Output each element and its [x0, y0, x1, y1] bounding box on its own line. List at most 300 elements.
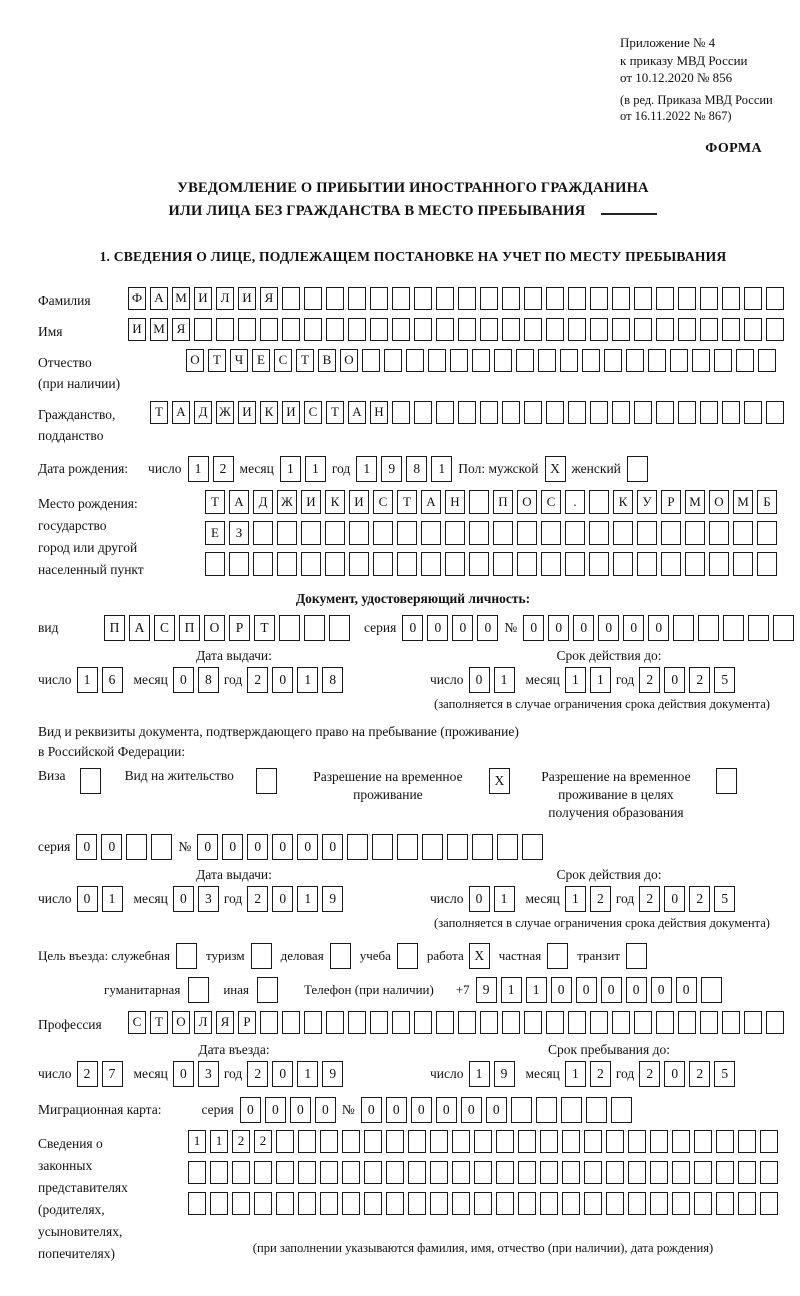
char-cell[interactable]: Л [216, 287, 234, 310]
char-cell[interactable] [370, 1011, 388, 1034]
char-cell[interactable]: 0 [322, 834, 343, 860]
char-cell[interactable]: И [301, 490, 321, 514]
char-cell[interactable]: 1 [188, 1130, 206, 1153]
char-cell[interactable]: И [128, 318, 146, 341]
char-cell[interactable] [650, 1192, 668, 1215]
char-cell[interactable] [430, 1161, 448, 1184]
char-cell[interactable] [590, 401, 608, 424]
char-cell[interactable] [541, 552, 561, 576]
char-cell[interactable] [325, 552, 345, 576]
char-cell[interactable]: 0 [548, 615, 569, 641]
char-cell[interactable] [698, 615, 719, 641]
char-cell[interactable] [634, 287, 652, 310]
char-cell[interactable] [744, 318, 762, 341]
char-cell[interactable] [546, 318, 564, 341]
char-cell[interactable]: О [186, 349, 204, 372]
char-cell[interactable]: 0 [272, 1061, 293, 1087]
char-cell[interactable]: 0 [173, 886, 194, 912]
char-cell[interactable]: А [229, 490, 249, 514]
char-cell[interactable] [661, 521, 681, 545]
char-cell[interactable] [496, 1130, 514, 1153]
char-cell[interactable] [414, 1011, 432, 1034]
char-cell[interactable] [678, 287, 696, 310]
char-cell[interactable] [421, 552, 441, 576]
char-cell[interactable] [474, 1192, 492, 1215]
char-cell[interactable]: С [274, 349, 292, 372]
char-cell[interactable]: 0 [402, 615, 423, 641]
char-cell[interactable]: З [229, 521, 249, 545]
char-cell[interactable] [723, 615, 744, 641]
char-cell[interactable]: 1 [565, 1061, 586, 1087]
char-cell[interactable] [326, 318, 344, 341]
char-cell[interactable] [612, 1011, 630, 1034]
char-cell[interactable] [397, 521, 417, 545]
char-cell[interactable] [364, 1192, 382, 1215]
char-cell[interactable] [458, 287, 476, 310]
char-cell[interactable] [392, 1011, 410, 1034]
char-cell[interactable] [672, 1161, 690, 1184]
char-cell[interactable] [685, 552, 705, 576]
char-cell[interactable] [406, 349, 424, 372]
char-cell[interactable]: 2 [247, 886, 268, 912]
char-cell[interactable] [678, 318, 696, 341]
char-cell[interactable] [604, 349, 622, 372]
char-cell[interactable] [480, 1011, 498, 1034]
char-cell[interactable] [493, 552, 513, 576]
char-cell[interactable]: 0 [436, 1097, 457, 1123]
char-cell[interactable] [229, 552, 249, 576]
char-cell[interactable] [628, 1161, 646, 1184]
char-cell[interactable] [373, 552, 393, 576]
char-cell[interactable]: С [154, 615, 175, 641]
char-cell[interactable]: 6 [102, 667, 123, 693]
char-cell[interactable] [372, 834, 393, 860]
char-cell[interactable] [194, 318, 212, 341]
char-cell[interactable]: 3 [198, 1061, 219, 1087]
char-cell[interactable] [370, 287, 388, 310]
char-cell[interactable] [634, 1011, 652, 1034]
char-cell[interactable] [760, 1130, 778, 1153]
char-cell[interactable] [685, 521, 705, 545]
char-cell[interactable]: 1 [565, 667, 586, 693]
char-cell[interactable] [672, 1192, 690, 1215]
char-cell[interactable]: 1 [526, 977, 547, 1003]
char-cell[interactable] [766, 318, 784, 341]
char-cell[interactable]: 0 [315, 1097, 336, 1123]
char-cell[interactable] [694, 1192, 712, 1215]
char-cell[interactable] [518, 1192, 536, 1215]
char-cell[interactable]: А [348, 401, 366, 424]
char-cell[interactable] [392, 318, 410, 341]
char-cell[interactable]: 0 [598, 615, 619, 641]
char-cell[interactable] [757, 552, 777, 576]
char-cell[interactable] [766, 287, 784, 310]
char-cell[interactable] [511, 1097, 532, 1123]
char-cell[interactable]: 0 [461, 1097, 482, 1123]
char-cell[interactable] [414, 287, 432, 310]
char-cell[interactable] [562, 1130, 580, 1153]
char-cell[interactable]: 0 [386, 1097, 407, 1123]
char-cell[interactable] [650, 1161, 668, 1184]
char-cell[interactable] [736, 349, 754, 372]
char-cell[interactable]: Н [445, 490, 465, 514]
char-cell[interactable]: 0 [427, 615, 448, 641]
char-cell[interactable]: А [129, 615, 150, 641]
char-cell[interactable]: Я [260, 287, 278, 310]
char-cell[interactable]: 1 [469, 1061, 490, 1087]
char-cell[interactable]: 2 [247, 667, 268, 693]
char-cell[interactable]: 5 [714, 667, 735, 693]
char-cell[interactable] [342, 1192, 360, 1215]
char-cell[interactable] [253, 552, 273, 576]
char-cell[interactable] [452, 1192, 470, 1215]
char-cell[interactable] [589, 521, 609, 545]
char-cell[interactable] [589, 490, 609, 514]
char-cell[interactable]: 0 [469, 667, 490, 693]
char-cell[interactable] [612, 318, 630, 341]
char-cell[interactable] [656, 287, 674, 310]
char-cell[interactable] [757, 521, 777, 545]
char-cell[interactable]: Я [216, 1011, 234, 1034]
char-cell[interactable]: 9 [322, 1061, 343, 1087]
char-cell[interactable]: 0 [477, 615, 498, 641]
char-cell[interactable] [722, 401, 740, 424]
char-cell[interactable] [276, 1130, 294, 1153]
char-cell[interactable]: Р [238, 1011, 256, 1034]
char-cell[interactable]: 0 [576, 977, 597, 1003]
purpose-official-checkbox[interactable] [176, 943, 197, 969]
char-cell[interactable] [364, 1161, 382, 1184]
char-cell[interactable]: 0 [523, 615, 544, 641]
char-cell[interactable] [301, 552, 321, 576]
char-cell[interactable]: 7 [102, 1061, 123, 1087]
char-cell[interactable] [326, 1011, 344, 1034]
char-cell[interactable]: А [421, 490, 441, 514]
char-cell[interactable] [613, 521, 633, 545]
char-cell[interactable] [320, 1130, 338, 1153]
char-cell[interactable]: 0 [623, 615, 644, 641]
char-cell[interactable] [766, 1011, 784, 1034]
char-cell[interactable]: 2 [247, 1061, 268, 1087]
char-cell[interactable]: И [349, 490, 369, 514]
char-cell[interactable]: 0 [664, 886, 685, 912]
char-cell[interactable]: 0 [648, 615, 669, 641]
char-cell[interactable] [326, 287, 344, 310]
char-cell[interactable] [524, 401, 542, 424]
char-cell[interactable]: 0 [651, 977, 672, 1003]
char-cell[interactable] [716, 1192, 734, 1215]
char-cell[interactable] [392, 287, 410, 310]
char-cell[interactable] [436, 1011, 454, 1034]
char-cell[interactable] [661, 552, 681, 576]
char-cell[interactable]: 0 [77, 886, 98, 912]
char-cell[interactable] [673, 615, 694, 641]
char-cell[interactable] [722, 287, 740, 310]
char-cell[interactable]: 2 [213, 456, 234, 482]
char-cell[interactable] [650, 1130, 668, 1153]
char-cell[interactable]: 8 [322, 667, 343, 693]
purpose-work-checkbox[interactable]: X [469, 943, 490, 969]
char-cell[interactable] [524, 318, 542, 341]
char-cell[interactable]: 3 [198, 886, 219, 912]
char-cell[interactable] [692, 349, 710, 372]
char-cell[interactable]: 1 [494, 667, 515, 693]
char-cell[interactable] [536, 1097, 557, 1123]
char-cell[interactable] [709, 521, 729, 545]
char-cell[interactable]: 0 [265, 1097, 286, 1123]
char-cell[interactable]: Н [370, 401, 388, 424]
char-cell[interactable]: Е [252, 349, 270, 372]
char-cell[interactable] [518, 1130, 536, 1153]
char-cell[interactable] [408, 1130, 426, 1153]
char-cell[interactable] [397, 834, 418, 860]
temp-residence-edu-checkbox[interactable] [716, 768, 737, 794]
char-cell[interactable] [348, 1011, 366, 1034]
char-cell[interactable] [325, 521, 345, 545]
char-cell[interactable] [561, 1097, 582, 1123]
char-cell[interactable] [590, 287, 608, 310]
char-cell[interactable] [568, 287, 586, 310]
char-cell[interactable] [348, 318, 366, 341]
char-cell[interactable]: Ж [277, 490, 297, 514]
char-cell[interactable] [517, 552, 537, 576]
char-cell[interactable] [320, 1192, 338, 1215]
char-cell[interactable]: 0 [626, 977, 647, 1003]
char-cell[interactable]: Р [229, 615, 250, 641]
char-cell[interactable] [304, 1011, 322, 1034]
char-cell[interactable]: 0 [247, 834, 268, 860]
char-cell[interactable] [342, 1130, 360, 1153]
char-cell[interactable]: М [172, 287, 190, 310]
char-cell[interactable] [568, 1011, 586, 1034]
char-cell[interactable]: 0 [601, 977, 622, 1003]
residence-permit-checkbox[interactable] [256, 768, 277, 794]
char-cell[interactable] [709, 552, 729, 576]
char-cell[interactable]: 0 [361, 1097, 382, 1123]
char-cell[interactable] [733, 521, 753, 545]
char-cell[interactable]: 2 [689, 1061, 710, 1087]
char-cell[interactable] [672, 1130, 690, 1153]
char-cell[interactable] [568, 318, 586, 341]
char-cell[interactable] [205, 552, 225, 576]
char-cell[interactable] [452, 1130, 470, 1153]
char-cell[interactable]: 0 [272, 834, 293, 860]
char-cell[interactable]: П [493, 490, 513, 514]
char-cell[interactable] [748, 615, 769, 641]
char-cell[interactable] [565, 521, 585, 545]
char-cell[interactable]: О [340, 349, 358, 372]
char-cell[interactable]: 0 [272, 667, 293, 693]
char-cell[interactable] [733, 552, 753, 576]
char-cell[interactable]: 2 [232, 1130, 250, 1153]
char-cell[interactable]: Р [661, 490, 681, 514]
char-cell[interactable] [329, 615, 350, 641]
char-cell[interactable] [301, 521, 321, 545]
char-cell[interactable] [694, 1130, 712, 1153]
char-cell[interactable] [210, 1161, 228, 1184]
char-cell[interactable]: 1 [210, 1130, 228, 1153]
char-cell[interactable] [304, 615, 325, 641]
char-cell[interactable] [480, 318, 498, 341]
char-cell[interactable]: 8 [406, 456, 427, 482]
char-cell[interactable]: 1 [494, 886, 515, 912]
char-cell[interactable] [714, 349, 732, 372]
char-cell[interactable] [370, 318, 388, 341]
char-cell[interactable] [349, 521, 369, 545]
char-cell[interactable] [298, 1130, 316, 1153]
char-cell[interactable]: О [517, 490, 537, 514]
char-cell[interactable] [276, 1192, 294, 1215]
char-cell[interactable]: И [194, 287, 212, 310]
char-cell[interactable]: Т [150, 1011, 168, 1034]
char-cell[interactable] [188, 1192, 206, 1215]
temp-residence-checkbox[interactable]: X [489, 768, 510, 794]
char-cell[interactable]: 2 [77, 1061, 98, 1087]
purpose-humanitarian-checkbox[interactable] [188, 977, 209, 1003]
char-cell[interactable] [518, 1161, 536, 1184]
char-cell[interactable] [502, 401, 520, 424]
char-cell[interactable] [562, 1161, 580, 1184]
char-cell[interactable] [373, 521, 393, 545]
char-cell[interactable] [628, 1192, 646, 1215]
char-cell[interactable]: 8 [198, 667, 219, 693]
char-cell[interactable]: 0 [573, 615, 594, 641]
char-cell[interactable]: Т [397, 490, 417, 514]
char-cell[interactable] [254, 1192, 272, 1215]
char-cell[interactable] [738, 1161, 756, 1184]
char-cell[interactable] [634, 401, 652, 424]
char-cell[interactable]: 2 [254, 1130, 272, 1153]
char-cell[interactable]: Л [194, 1011, 212, 1034]
char-cell[interactable] [436, 318, 454, 341]
char-cell[interactable] [232, 1161, 250, 1184]
char-cell[interactable]: 0 [486, 1097, 507, 1123]
char-cell[interactable] [656, 401, 674, 424]
char-cell[interactable] [445, 521, 465, 545]
char-cell[interactable] [744, 1011, 762, 1034]
char-cell[interactable] [560, 349, 578, 372]
char-cell[interactable] [349, 552, 369, 576]
char-cell[interactable] [347, 834, 368, 860]
char-cell[interactable] [320, 1161, 338, 1184]
char-cell[interactable] [386, 1161, 404, 1184]
char-cell[interactable]: М [685, 490, 705, 514]
char-cell[interactable] [253, 521, 273, 545]
char-cell[interactable] [414, 401, 432, 424]
char-cell[interactable]: 9 [494, 1061, 515, 1087]
char-cell[interactable] [126, 834, 147, 860]
char-cell[interactable] [232, 1192, 250, 1215]
char-cell[interactable]: Ж [216, 401, 234, 424]
char-cell[interactable]: О [709, 490, 729, 514]
char-cell[interactable]: Б [757, 490, 777, 514]
char-cell[interactable]: 2 [590, 886, 611, 912]
char-cell[interactable] [216, 318, 234, 341]
char-cell[interactable]: Ч [230, 349, 248, 372]
char-cell[interactable]: 2 [639, 886, 660, 912]
char-cell[interactable] [678, 401, 696, 424]
char-cell[interactable]: Т [208, 349, 226, 372]
char-cell[interactable] [612, 401, 630, 424]
char-cell[interactable]: 1 [431, 456, 452, 482]
char-cell[interactable] [716, 1130, 734, 1153]
char-cell[interactable]: И [282, 401, 300, 424]
purpose-business-checkbox[interactable] [330, 943, 351, 969]
char-cell[interactable]: 2 [689, 667, 710, 693]
char-cell[interactable]: 0 [664, 1061, 685, 1087]
char-cell[interactable]: 0 [664, 667, 685, 693]
female-checkbox[interactable] [627, 456, 648, 482]
char-cell[interactable]: С [373, 490, 393, 514]
char-cell[interactable]: 0 [173, 1061, 194, 1087]
char-cell[interactable]: Ф [128, 287, 146, 310]
char-cell[interactable] [606, 1161, 624, 1184]
char-cell[interactable] [628, 1130, 646, 1153]
char-cell[interactable]: М [150, 318, 168, 341]
char-cell[interactable] [502, 1011, 520, 1034]
char-cell[interactable] [458, 318, 476, 341]
purpose-private-checkbox[interactable] [547, 943, 568, 969]
char-cell[interactable] [362, 349, 380, 372]
char-cell[interactable] [589, 552, 609, 576]
char-cell[interactable]: А [150, 287, 168, 310]
char-cell[interactable] [304, 318, 322, 341]
char-cell[interactable]: 9 [322, 886, 343, 912]
char-cell[interactable] [151, 834, 172, 860]
char-cell[interactable] [422, 834, 443, 860]
char-cell[interactable]: 1 [297, 886, 318, 912]
char-cell[interactable] [758, 349, 776, 372]
char-cell[interactable]: 2 [639, 1061, 660, 1087]
char-cell[interactable]: Т [326, 401, 344, 424]
char-cell[interactable] [694, 1161, 712, 1184]
char-cell[interactable]: 0 [240, 1097, 261, 1123]
char-cell[interactable]: 9 [476, 977, 497, 1003]
char-cell[interactable] [384, 349, 402, 372]
char-cell[interactable] [342, 1161, 360, 1184]
char-cell[interactable] [541, 521, 561, 545]
char-cell[interactable]: 1 [565, 886, 586, 912]
char-cell[interactable]: 0 [469, 886, 490, 912]
char-cell[interactable]: 1 [280, 456, 301, 482]
char-cell[interactable] [540, 1161, 558, 1184]
char-cell[interactable] [722, 1011, 740, 1034]
char-cell[interactable]: 0 [551, 977, 572, 1003]
char-cell[interactable] [304, 287, 322, 310]
char-cell[interactable]: 0 [101, 834, 122, 860]
char-cell[interactable] [637, 521, 657, 545]
char-cell[interactable]: К [613, 490, 633, 514]
char-cell[interactable]: М [733, 490, 753, 514]
char-cell[interactable] [738, 1130, 756, 1153]
char-cell[interactable] [430, 1192, 448, 1215]
char-cell[interactable]: 1 [305, 456, 326, 482]
char-cell[interactable] [656, 318, 674, 341]
char-cell[interactable] [700, 318, 718, 341]
char-cell[interactable] [565, 552, 585, 576]
char-cell[interactable] [188, 1161, 206, 1184]
char-cell[interactable]: 9 [381, 456, 402, 482]
char-cell[interactable]: 0 [272, 886, 293, 912]
char-cell[interactable]: 5 [714, 1061, 735, 1087]
char-cell[interactable] [590, 1011, 608, 1034]
char-cell[interactable] [469, 552, 489, 576]
char-cell[interactable] [546, 1011, 564, 1034]
char-cell[interactable] [606, 1192, 624, 1215]
char-cell[interactable] [397, 552, 417, 576]
char-cell[interactable] [612, 287, 630, 310]
char-cell[interactable] [408, 1161, 426, 1184]
